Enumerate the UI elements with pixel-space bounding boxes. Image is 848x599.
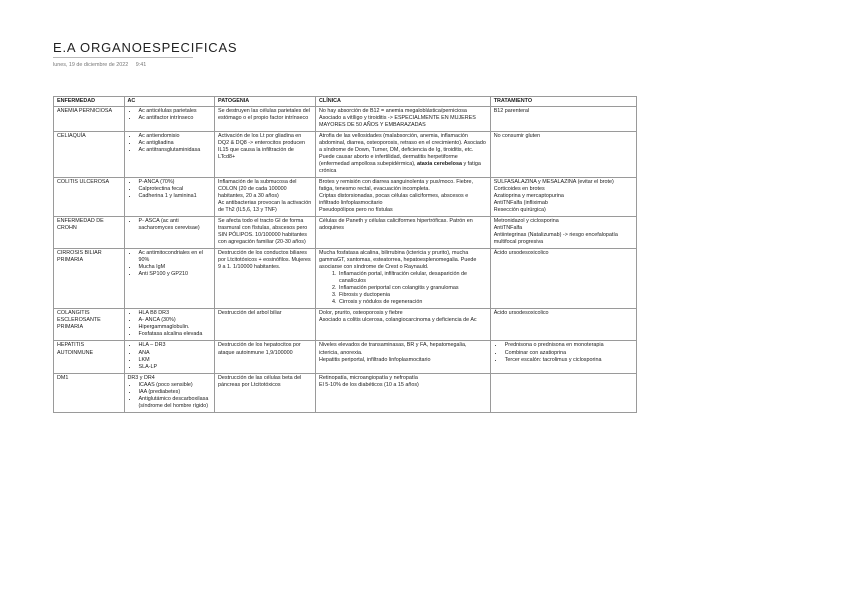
cell-line: AntiTNFalfa (infliximab: [493, 200, 548, 207]
list-item: • P- ASCA (ac anti sacharomyces cerevisae): [138, 218, 212, 232]
list-item: • ICAAS (poco sensible): [138, 382, 212, 389]
table-row-crohn: [54, 217, 637, 249]
cell-patogenia: [215, 309, 316, 341]
cell-tratamiento: [490, 309, 636, 341]
list-item: • Hipergammaglobulin.: [138, 324, 212, 331]
cell-line: Asociado a vitíligo y tiroiditis -> ESPECIALMENTE EN MUJERES MAYORES DE 50 AÑOS Y EMBARAZADAS: [319, 115, 476, 129]
bullet-list: [128, 250, 212, 278]
cell-tratamiento: [490, 249, 636, 309]
cell-line: SULFASALAZINA y MESALAZINA (evitar el brote): [493, 179, 614, 186]
cell-enfermedad: ENFERMEDAD DE CROHN: [54, 217, 125, 249]
cell-line: Inflamación de la submucosa del COLON (20 de cada 100000 habitantes, 20 a 30 años): [218, 179, 297, 200]
cell-line: Niveles elevados de transaminasas, BR y FA, hepatomegalia, ictericia, anorexia.: [319, 342, 467, 356]
cell-patogenia: [215, 217, 316, 249]
cell-patogenia: [215, 132, 316, 178]
list-item: • Ac antiendomisio: [138, 133, 212, 140]
cell-line: Activación de los Lt por gliadina en DQ2 & DQ8 -> enterocitos producen IL15 que causa la infiltración de LTcd8+: [218, 133, 306, 161]
list-item: • Fosfatasa alcalina elevada: [138, 331, 212, 338]
table-row-celiaquia: [54, 132, 637, 178]
bullet-list: [494, 342, 633, 363]
title-underline: [53, 57, 193, 58]
list-item: • A- ANCA (30%): [138, 317, 212, 324]
cell-line: Atrofia de las vellosidades (malabsorción, anemia, inflamación abdominal, diarrea, osteoporosis, retraso en el crecimiento). Asociado a síndrome de Down, Turner, DM, deficiencia de Ig, tiroiditis, etc.: [319, 133, 486, 154]
cell-line: Destrucción de los conductos biliares por Ltcitotóxicos + eosinófilos. Mujeres 9 a 1. 1/10000 habitantes.: [218, 250, 311, 271]
cell-tratamiento: [490, 373, 636, 412]
cell-line: Pseudopólipos pero no fístulas: [319, 207, 393, 214]
list-item: • HLA B8 DR3: [138, 310, 212, 317]
table-row-colitis-ulcerosa: [54, 178, 637, 217]
cell-line: Se destruyen las células parietales del estómago o el propio factor intrínseco: [218, 108, 310, 122]
cell-line: Metronidazol y ciclosporina: [493, 218, 559, 225]
cell-ac: [124, 178, 215, 217]
cell-line: B12 parenteral: [493, 108, 530, 115]
cell-patogenia: [215, 249, 316, 309]
bullet-list: [128, 179, 212, 200]
bullet-list: [128, 310, 212, 338]
list-item: • Ac antimitocondriales en el 90%: [138, 250, 212, 264]
cell-clinica: [316, 309, 491, 341]
cell-line: El 5-10% de los diabéticos (10 a 15 años): [319, 381, 419, 388]
cell-line: Criptas distorsionadas, pocas células caliciformes, abscesos e infiltrado linfoplasmocitario: [319, 193, 469, 207]
header-clinica: CLÍNICA: [316, 97, 491, 107]
cell-line: No consumir gluten: [493, 133, 541, 140]
list-item: • Cadherina 1 y laminina1: [138, 193, 212, 200]
cell-patogenia: [215, 341, 316, 373]
cell-line: Retinopatía, microangiopatía y nefropatía: [319, 374, 418, 381]
header-tratamiento: TRATAMIENTO: [490, 97, 636, 107]
cell-enfermedad: HEPATITIS AUTOINMUNE: [54, 341, 125, 373]
cell-line: Ac antibacterias provocan la activación de Th2 (IL5,6, 13 y TNF): [218, 200, 312, 214]
cell-ac: [124, 309, 215, 341]
page-date: lunes, 19 de diciembre de 2022: [53, 62, 129, 68]
bullet-list: [128, 342, 212, 370]
cell-enfermedad: CELIAQUÍA: [54, 132, 125, 178]
table-row-anemia-perniciosa: [54, 107, 637, 132]
list-item: • IAA (prediabetes): [138, 389, 212, 396]
header-ac: AC: [124, 97, 215, 107]
cell-line: Dolor, prurito, osteoporosis y fiebre: [319, 310, 403, 317]
cell-ac: [124, 132, 215, 178]
bullet-list: [128, 133, 212, 154]
cell-clinica: [316, 249, 491, 309]
cell-ac: [124, 373, 215, 412]
list-item: 4. Cirrosis y nódulos de regeneración: [338, 299, 487, 306]
cell-tratamiento: [490, 341, 636, 373]
header-patogenia: PATOGENIA: [215, 97, 316, 107]
page-time: 9:41: [135, 62, 147, 68]
bullet-list: [128, 108, 212, 122]
list-item: • ANA: [138, 350, 212, 357]
bullet-list: [128, 382, 212, 410]
cell-line: Ácido ursodesoxicolico: [493, 310, 549, 317]
cell-clinica: [316, 107, 491, 132]
cell-ac: [124, 107, 215, 132]
cell-tratamiento: [490, 217, 636, 249]
cell-patogenia: [215, 107, 316, 132]
cell-enfermedad: CIRROSIS BILIAR PRIMARIA: [54, 249, 125, 309]
cell-line: AntiTNFalfa: [493, 225, 523, 232]
list-item: • Ac antifactor intrínseco: [138, 115, 212, 122]
cell-ac: [124, 217, 215, 249]
page-title: E.A ORGANOESPECIFICAS: [53, 40, 238, 55]
list-item: • Ac antitransglutaminidasa: [138, 147, 212, 154]
cell-line: Hepatitis periportal, infiltrado linfoplasmocitario: [319, 356, 431, 363]
list-item: • LKM: [138, 357, 212, 364]
cell-tratamiento: [490, 132, 636, 178]
cell-line: Mucha fosfatasa alcalina, bilirrubina (ictericia y prurito), mucha gammaGT, xantomas, esteatorrea, hepatoesplenomegalia. Puede asociarse con síndrome de Crest o Raynauld.: [319, 250, 477, 271]
table-body: [54, 107, 637, 413]
cell-tratamiento: [490, 107, 636, 132]
list-item: • Ac antigliadina: [138, 140, 212, 147]
header-enfermedad: ENFERMEDAD: [54, 97, 125, 107]
cell-patogenia: [215, 178, 316, 217]
cell-clinica: [316, 341, 491, 373]
cell-line: Azatioprina y mercaptopurina: [493, 193, 564, 200]
cell-enfermedad: DM1: [54, 373, 125, 412]
cell-line: Asociado a colitis ulcerosa, colangiocarcinoma y deficiencia de Ac: [319, 317, 477, 324]
list-item: • SLA-LP: [138, 364, 212, 371]
cell-enfermedad: COLITIS ULCEROSA: [54, 178, 125, 217]
bullet-list: [128, 218, 212, 232]
cell-tratamiento: [490, 178, 636, 217]
list-item: • Prednisona o prednisona en monoterapia: [504, 342, 633, 349]
list-item: • Anti SP100 y GP210: [138, 271, 212, 278]
cell-clinica: [316, 373, 491, 412]
cell-line: Puede causar aborto e infertilidad, dermatitis herpetiforme (enfermedad ampollosa subepidérmica), ataxia cerebelosa y fatiga crónica: [319, 154, 481, 175]
cell-line: DR3 y DR4: [127, 374, 155, 381]
table-row-hepatitis-autoinmune: [54, 341, 637, 373]
numbered-list: [319, 271, 487, 306]
cell-line: No hay absorción de B12 = anemia megaloblástica/perniciosa: [319, 108, 467, 115]
table-row-colangitis: [54, 309, 637, 341]
cell-line: Destrucción del arbol biliar: [218, 310, 282, 317]
cell-ac: [124, 249, 215, 309]
list-item: • Calprotectina fecal: [138, 186, 212, 193]
table-row-dm1: [54, 373, 637, 412]
list-item: • Combinar con azatioprina: [504, 350, 633, 357]
cell-line: Antiintegrinas (Natalizumab) -> riesgo encefalopatía multifocal progresiva: [493, 232, 618, 246]
cell-enfermedad: COLANGITIS ESCLEROSANTE PRIMARIA: [54, 309, 125, 341]
cell-clinica: [316, 132, 491, 178]
cell-line: Células de Paneth y células caliciformes hipertróficas. Patrón en adoquines: [319, 218, 473, 232]
cell-ac: [124, 341, 215, 373]
cell-enfermedad: ANEMIA PERNICIOSA: [54, 107, 125, 132]
list-item: 2. Inflamación periportal con colangitis y granulomas: [338, 285, 487, 292]
disease-table: [53, 96, 637, 413]
cell-line: Brotes y remisión con diarrea sanguinolenta y pus/moco. Fiebre, fatiga, tenesmo rectal, evacuación incompleta.: [319, 179, 474, 193]
page-datetime: [53, 62, 146, 68]
cell-line: Ácido ursodesoxicolico: [493, 250, 549, 257]
cell-line: Destrucción de las células beta del páncreas por Ltcitotóxicos: [218, 374, 302, 388]
list-item: 3. Fibrosis y ductopenia: [338, 292, 487, 299]
cell-line: Destrucción de los hepatocitos por ataque autoinmune 1,9/100000: [218, 342, 301, 356]
list-item: • HLA – DR3: [138, 342, 212, 349]
list-item: • P-ANCA (70%): [138, 179, 212, 186]
list-item: • Mucha IgM: [138, 264, 212, 271]
list-item: • Ac anticélulas parietales: [138, 108, 212, 115]
bold-text: ataxia cerebelosa: [417, 161, 462, 168]
cell-clinica: [316, 217, 491, 249]
list-item: • Antiglutámico descarboxilasa (síndrome del hombre rígido): [138, 396, 212, 410]
table-row-cirrosis-biliar: [54, 249, 637, 309]
cell-line: Corticoides en brotes: [493, 186, 545, 193]
cell-patogenia: [215, 373, 316, 412]
list-item: • Tercer escalón: tacrolimus y ciclosporina: [504, 357, 633, 364]
list-item: 1. Inflamación portal, infiltración celular, desaparición de canalículos: [338, 271, 487, 285]
cell-clinica: [316, 178, 491, 217]
table-header-row: [54, 97, 637, 107]
cell-line: Se afecta todo el tracto GI de forma trasmural con fístulas, abscesos pero SIN PÓLIPOS. 10/100000 habitantes con agregación familiar (20-30 años): [218, 218, 308, 246]
cell-line: Resección quirúrgica): [493, 207, 546, 214]
